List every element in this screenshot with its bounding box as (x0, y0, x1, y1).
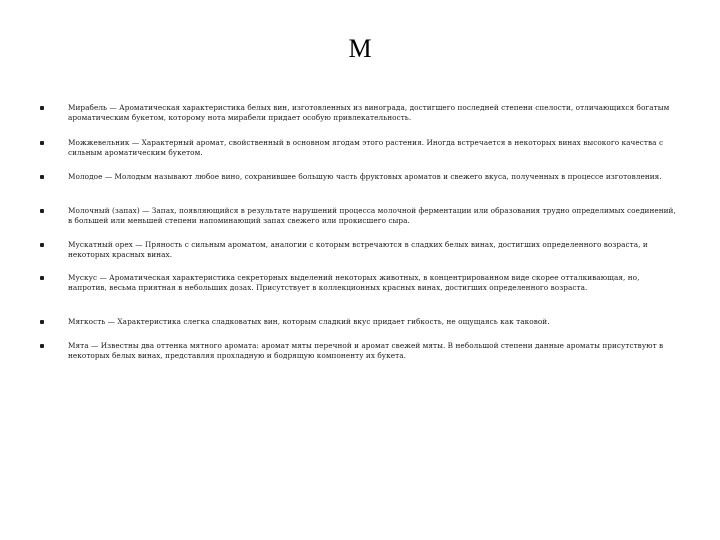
list-item-text: Мягкость — Характеристика слегка сладковатых вин, которым сладкий вкус придает гибкость, не ощущаясь как таковой. (68, 317, 550, 326)
bullet-icon (40, 320, 44, 324)
list-item-text: Молодое — Молодым называют любое вино, сохранившее большую часть фруктовых ароматов и свежего вкуса, полученных в процессе изготовления. (68, 172, 662, 181)
bullet-icon (40, 141, 44, 145)
list-item-text: Мирабель — Ароматическая характеристика белых вин, изготовленных из винограда, достигшего последней степени спелости, отличающихся богатым ароматическим букетом, которому нота мирабели придает особую привлекательность. (68, 103, 670, 122)
bullet-icon (40, 243, 44, 247)
bullet-icon (40, 209, 44, 213)
slide-title: М (348, 34, 372, 63)
bullet-icon (40, 344, 44, 348)
list-item-text: Мята — Известны два оттенка мятного аромата: аромат мяты перечной и аромат свежей мяты. В небольшой степени данные ароматы присутствуют в некоторых белых винах, представляя прохладную и бодрящую компоненту их букета. (68, 341, 664, 360)
list-item-text: Мускус — Ароматическая характеристика секреторных выделений некоторых животных, в концентрированном виде скорее отталкивающая, но, напротив, весьма приятная в небольших дозах. Присутствует в коллекционных красных винах, достигших определенного возраста. (68, 273, 640, 292)
bullet-icon (40, 276, 44, 280)
list-item-text: Молочный (запах) — Запах, появляющийся в результате нарушений процесса молочной ферментации или образования трудно определимых соединений, в большей или меньшей степени напоминающий запах свежего или прокисшего сыра. (68, 206, 676, 225)
list-item-text: Можжевельник — Характерный аромат, свойственный в основном ягодам этого растения. Иногда встречается в некоторых винах высокого качества с сильным ароматическим букетом. (68, 138, 664, 157)
list-item-text: Мускатный орех — Пряность с сильным ароматом, аналогии с которым встречаются в сладких белых винах, достигших определенного возраста, и некоторых красных винах. (68, 240, 648, 259)
bullet-icon (40, 175, 44, 179)
bullet-icon (40, 106, 44, 110)
